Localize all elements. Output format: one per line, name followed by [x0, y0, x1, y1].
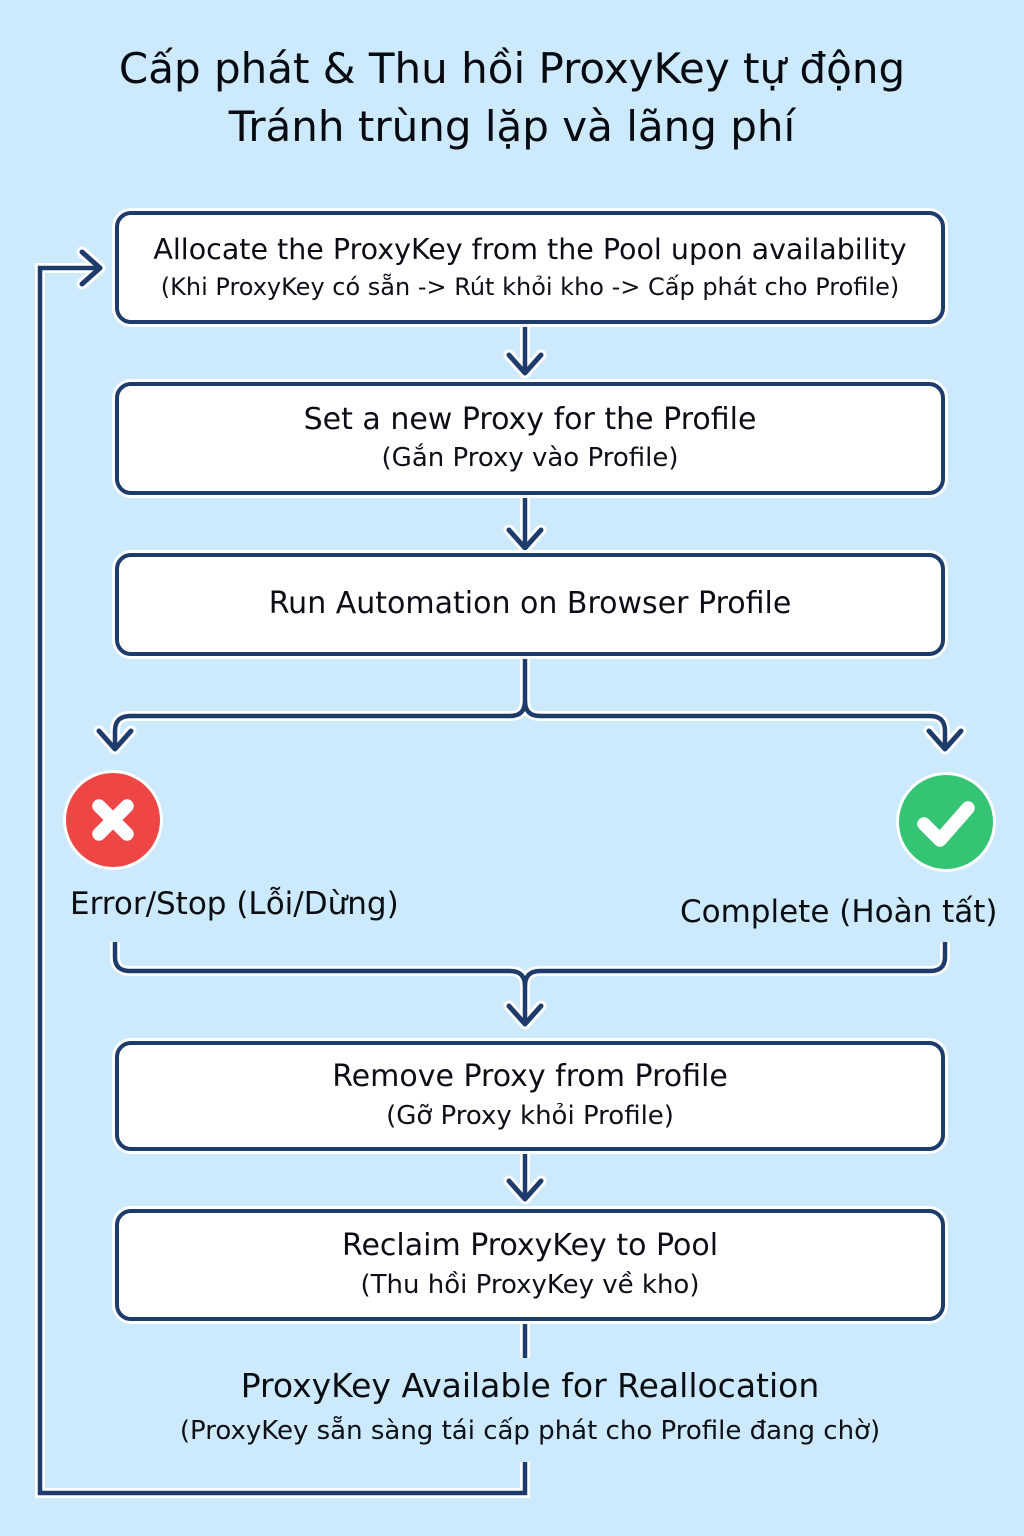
error-branch-label: Error/Stop (Lỗi/Dừng): [70, 886, 399, 922]
connector-merge-right: [525, 942, 945, 986]
complete-branch-label: Complete (Hoàn tất): [680, 894, 998, 930]
flow-box-remove-proxy: [115, 1041, 945, 1151]
box-title: Remove Proxy from Profile: [332, 1059, 728, 1095]
x-icon: [66, 773, 160, 867]
box-subtitle: (Gắn Proxy vào Profile): [381, 443, 679, 474]
diagram-title-line1: Cấp phát & Thu hồi ProxyKey tự động: [118, 44, 906, 93]
box-subtitle: (Thu hồi ProxyKey về kho): [360, 1269, 700, 1300]
flow-box-reclaim: [115, 1209, 945, 1321]
flow-box-run-automation: [115, 553, 945, 656]
box-title: Reclaim ProxyKey to Pool: [341, 1228, 719, 1264]
box-subtitle: (Khi ProxyKey có sẵn -> Rút khỏi kho -> Cấp phát cho Profile): [160, 272, 900, 301]
connector-split-left: [115, 656, 525, 745]
box-subtitle: (Gỡ Proxy khỏi Profile): [386, 1100, 674, 1131]
success-badge: [899, 775, 993, 869]
flow-box-set-proxy: [115, 382, 945, 495]
box-title: Set a new Proxy for the Profile: [303, 401, 757, 437]
flow-box-allocate: [115, 211, 945, 324]
connector-merge-left: [115, 942, 525, 1020]
error-badge: [66, 773, 160, 867]
end-state-subtitle: (ProxyKey sẵn sàng tái cấp phát cho Profile đang chờ): [179, 1416, 881, 1446]
diagram-title-line2: Tránh trùng lặp và lãng phí: [228, 101, 796, 151]
box-title: Run Automation on Browser Profile: [268, 586, 792, 622]
connector-split-right: [525, 701, 945, 745]
box-title: Allocate the ProxyKey from the Pool upon availability: [153, 232, 907, 266]
end-state-title: ProxyKey Available for Reallocation: [240, 1366, 820, 1405]
check-icon: [899, 775, 993, 869]
